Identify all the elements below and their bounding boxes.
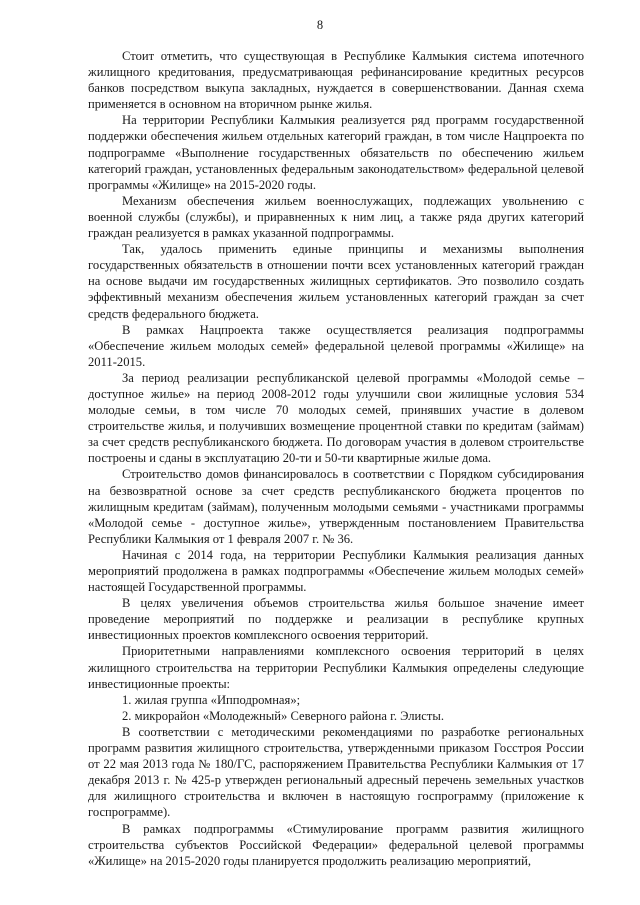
paragraph-since-2014: Начиная с 2014 года, на территории Республики Калмыкия реализация данных мероприятий продолжена в рамках подпрограммы «Обеспечение жильем молодых семей» настоящей Государственной программы. [88, 547, 584, 595]
paragraph-young-family-results: За период реализации республиканской целевой программы «Молодой семье – доступное жилье» на период 2008-2012 годы улучшили свои жилищные условия 534 молодые семьи, в том числе 70 молодых семей, принявших участие в долевом строительстве жилья, и получивших возмещение процентной ставки по кредитам (займам) за счет средств республиканского бюджета. По договорам участия в долевом строительстве построены и сданы в эксплуатацию 20-ти и 50-ти квартирные жилые дома. [88, 370, 584, 466]
list-item-molodezhny: 2. микрорайон «Молодежный» Северного района г. Элисты. [122, 708, 444, 723]
paragraph-subsidy-procedure: Строительство домов финансировалось в соответствии с Порядком субсидирования на безвозвратной основе за счет средств республиканского бюджета процентов по жилищным кредитам (займам), полученным молодыми семьями - участниками программы «Молодой семье - доступное жилье», утвержденным постановлением Правительства Республики Калмыкия от 1 февраля 2007 г. № 36. [88, 467, 584, 546]
paragraph-housing-certificates: Так, удалось применить единые принципы и механизмы выполнения государственных обязательств в отношении почти всех установленных категорий граждан на основе выдачи им государственных жилищных сертификатов. Это позволило создать эффективный механизм обеспечения жильем установленных категорий граждан за счет средств федерального бюджета. [88, 242, 584, 321]
paragraph-state-support-programs: На территории Республики Калмыкия реализуется ряд программ государственной поддержки обеспечения жильем отдельных категорий граждан, в том числе Нацпроекта по подпрограмме «Выполнение государственных обязательств по обеспечению жильем категорий граждан, установленных федеральным законодательством» федеральной целевой программы «Жилище» на 2015-2020 годы. [88, 113, 584, 192]
paragraph-mortgage-system: Стоит отметить, что существующая в Республике Калмыкия система ипотечного жилищного кредитования, предусматривающая рефинансирование кредитных ресурсов банков посредством выкупа закладных, нуждается в совершенствовании. Данная схема применяется в основном на вторичном рынке жилья. [88, 49, 584, 112]
list-item-hippodrome: 1. жилая группа «Ипподромная»; [122, 692, 301, 707]
page-number: 8 [316, 18, 324, 32]
paragraph-investment-projects: В целях увеличения объемов строительства жилья большое значение имеет проведение мероприятий по поддержке и реализации в республике крупных инвестиционных проектов комплексного освоения территорий. [88, 596, 584, 643]
paragraph-regional-land-list: В соответствии с методическими рекомендациями по разработке региональных программ развития жилищного строительства, утвержденными приказом Госстроя России от 22 мая 2013 года № 180/ГС, распоряжением Правительства Республики Калмыкия от 17 декабря 2013 г. № 425-р утвержден региональный адресный перечень земельных участков для жилищного строительства и включен в настоящую госпрограмму (приложение к госпрограмме). [88, 724, 584, 820]
document-body [88, 48, 584, 869]
paragraph-young-families-subprogram: В рамках Нацпроекта также осуществляется реализация подпрограммы «Обеспечение жильем молодых семей» федеральной целевой программы «Жилище» на 2011-2015. [88, 322, 584, 369]
paragraph-stimulation-subprogram: В рамках подпрограммы «Стимулирование программ развития жилищного строительства субъектов Российской Федерации» федеральной целевой программы «Жилище» на 2015-2020 годы планируется продолжить реализацию мероприятий, [88, 821, 584, 868]
paragraph-military-housing: Механизм обеспечения жильем военнослужащих, подлежащих увольнению с военной службы (службы), и приравненных к ним лиц, а также ряда других категорий граждан реализуется в рамках указанной подпрограммы. [88, 193, 584, 241]
paragraph-priority-directions: Приоритетными направлениями комплексного освоения территорий в целях жилищного строительства на территории Республики Калмыкия определены следующие инвестиционные проекты: [88, 644, 584, 691]
